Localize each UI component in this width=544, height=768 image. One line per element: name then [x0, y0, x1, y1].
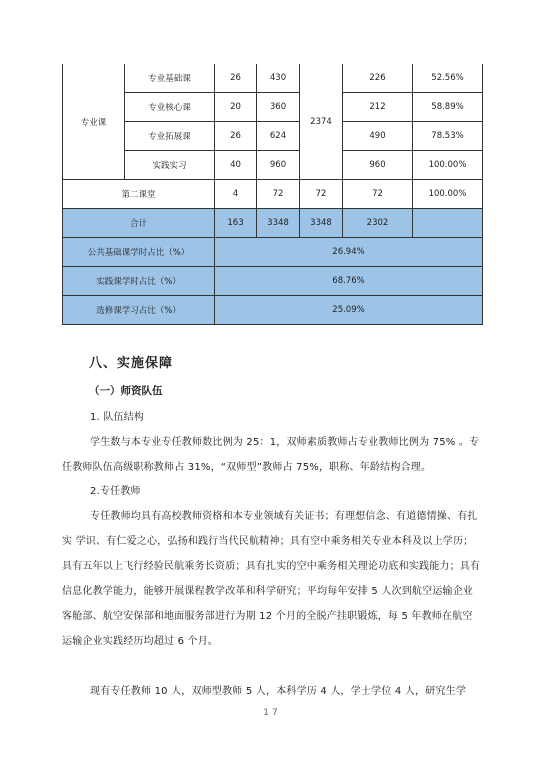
cell: 4	[215, 180, 257, 209]
cell: 163	[215, 209, 257, 238]
cell: 960	[343, 151, 413, 180]
cell	[413, 209, 483, 238]
cell: 72	[300, 180, 343, 209]
total-label: 合计	[63, 209, 215, 238]
cell: 490	[343, 122, 413, 151]
ratio-value: 25.09%	[215, 296, 483, 325]
paragraph-full-time-teachers: 专任教师均具有高校教师资格和本专业领域有关证书；有理想信念、有道德情操、有扎实 学识、有仁爱之心，弘扬和践行当代民航精神；具有空中乘务相关专业本科及以上学历；具有五年以上飞行经验民航乘务长资质；具有扎实的空中乘务相关理论功底和实践能力；具有信息化教学能力，能够开展课程教学改革和科学研究；平均每年安排 5 人次到航空运输企业客舱部、航空安保部和地面服务部进行为期 12 个月的全脱产挂职锻炼，每 5 年教师在航空运输企业实践经历均超过 6 个月。	[62, 511, 481, 647]
page-number: 17	[263, 708, 281, 718]
ratio-value: 26.94%	[215, 238, 483, 267]
cell: 430	[257, 64, 300, 93]
row-name: 专业核心课	[125, 93, 215, 122]
cell: 360	[257, 93, 300, 122]
cell: 72	[257, 180, 300, 209]
cell: 100.00%	[413, 151, 483, 180]
paragraph-team-structure: 学生数与本专业专任教师数比例为 25：1，双师素质教师占专业教师比例为 75% 。专任教师队伍高级职称教师占 31%，“双师型”教师占 75%，职称、年龄结构合理。	[62, 437, 480, 473]
ratio-label: 实践课学时占比（%）	[63, 267, 215, 296]
merged-cell: 2374	[300, 64, 343, 180]
cell: 58.89%	[413, 93, 483, 122]
cell: 40	[215, 151, 257, 180]
ratio-value: 68.76%	[215, 267, 483, 296]
cell: 212	[343, 93, 413, 122]
subheading-full-time-teachers: 2.专任教师	[90, 486, 141, 497]
cell: 26	[215, 122, 257, 151]
row-name: 专业基础课	[125, 64, 215, 93]
section-title: 八、实施保障	[89, 356, 174, 371]
row-name: 第二课堂	[63, 180, 215, 209]
cell: 2302	[343, 209, 413, 238]
cell: 100.00%	[413, 180, 483, 209]
ratio-label: 选修课学习占比（%）	[63, 296, 215, 325]
group-label: 专业课	[63, 64, 125, 180]
paragraph-teacher-stats: 现有专任教师 10 人，双师型教师 5 人，本科学历 4 人，学士学位 4 人，研究生学	[90, 686, 467, 697]
subheading-team-structure: 1. 队伍结构	[90, 412, 145, 423]
ratio-label: 公共基础课学时占比（%）	[63, 238, 215, 267]
cell: 624	[257, 122, 300, 151]
cell: 960	[257, 151, 300, 180]
row-name: 实践实习	[125, 151, 215, 180]
cell: 52.56%	[413, 64, 483, 93]
cell: 3348	[300, 209, 343, 238]
cell: 78.53%	[413, 122, 483, 151]
cell: 3348	[257, 209, 300, 238]
row-name: 专业拓展课	[125, 122, 215, 151]
cell: 20	[215, 93, 257, 122]
cell: 72	[343, 180, 413, 209]
course-hours-table	[62, 64, 483, 325]
section-subtitle: （一）师资队伍	[89, 385, 163, 397]
cell: 26	[215, 64, 257, 93]
cell: 226	[343, 64, 413, 93]
